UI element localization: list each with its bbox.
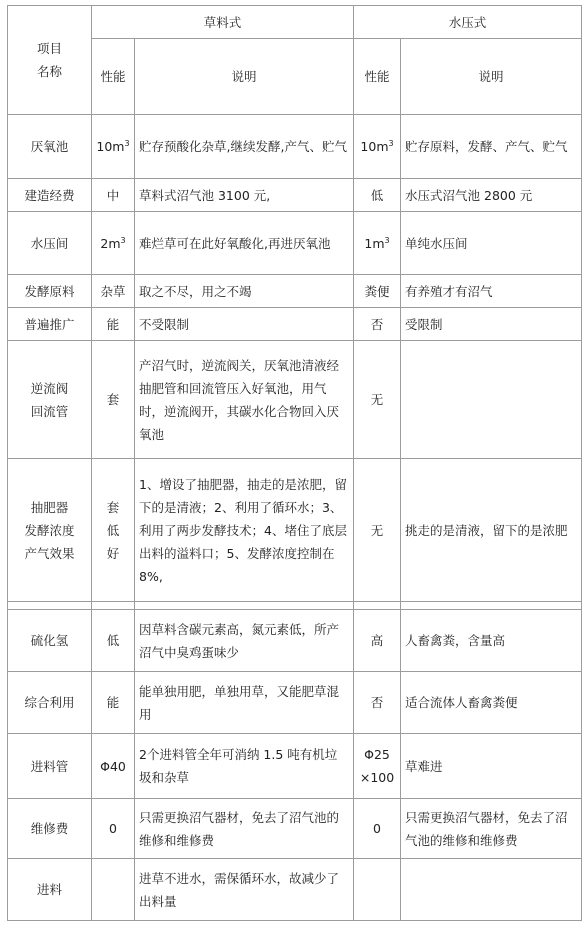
grass-performance: 能 bbox=[92, 308, 135, 341]
water-performance: 无 bbox=[354, 459, 401, 602]
header-row-1 bbox=[8, 6, 582, 39]
water-description: 人畜禽粪，含量高 bbox=[401, 610, 582, 672]
water-description: 有养殖才有沼气 bbox=[401, 275, 582, 308]
row-name: 硫化氢 bbox=[8, 610, 92, 672]
blank-cell bbox=[8, 602, 92, 610]
grass-description: 能单独用肥，单独用草，又能肥草混用 bbox=[135, 672, 354, 734]
water-performance bbox=[354, 859, 401, 921]
header-row-2 bbox=[8, 39, 582, 115]
water-description: 贮存原料，发酵、产气、贮气 bbox=[401, 115, 582, 179]
water-description bbox=[401, 341, 582, 459]
grass-description: 草料式沼气池 3100 元, bbox=[135, 179, 354, 212]
table-row bbox=[8, 799, 582, 859]
blank-row bbox=[8, 602, 582, 610]
grass-performance: Φ40 bbox=[92, 734, 135, 799]
header-water-description: 说明 bbox=[401, 39, 582, 115]
water-performance: 粪便 bbox=[354, 275, 401, 308]
header-grass-description: 说明 bbox=[135, 39, 354, 115]
grass-performance: 套 低 好 bbox=[92, 459, 135, 602]
water-performance: 低 bbox=[354, 179, 401, 212]
grass-performance: 杂草 bbox=[92, 275, 135, 308]
water-performance: 0 bbox=[354, 799, 401, 859]
grass-performance: $2m^3$ bbox=[92, 212, 135, 275]
water-description: 挑走的是清液，留下的是浓肥 bbox=[401, 459, 582, 602]
grass-performance: $10m^3$ bbox=[92, 115, 135, 179]
comparison-table bbox=[7, 5, 582, 921]
water-performance: 否 bbox=[354, 672, 401, 734]
table-row bbox=[8, 275, 582, 308]
row-name: 进料管 bbox=[8, 734, 92, 799]
water-performance: $1m^3$ bbox=[354, 212, 401, 275]
grass-performance bbox=[92, 859, 135, 921]
grass-performance: 低 bbox=[92, 610, 135, 672]
header-water-performance: 性能 bbox=[354, 39, 401, 115]
grass-description: 2个进料管全年可消纳 1.5 吨有机垃圾和杂草 bbox=[135, 734, 354, 799]
table-row bbox=[8, 212, 582, 275]
row-name: 维修费 bbox=[8, 799, 92, 859]
grass-description: 产沼气时，逆流阀关，厌氧池清液经抽肥管和回流管压入好氧池，用气时，逆流阀开，其碳水化合物回入厌氧池 bbox=[135, 341, 354, 459]
header-item-name: 项目 名称 bbox=[8, 6, 92, 115]
grass-description: 只需更换沼气器材，免去了沼气池的维修和维修费 bbox=[135, 799, 354, 859]
row-name: 逆流阀 回流管 bbox=[8, 341, 92, 459]
table-row bbox=[8, 610, 582, 672]
row-name: 厌氧池 bbox=[8, 115, 92, 179]
grass-description: 进草不进水，需保循环水，故减少了出料量 bbox=[135, 859, 354, 921]
grass-description: 难烂草可在此好氧酸化,再进厌氧池 bbox=[135, 212, 354, 275]
water-description: 只需更换沼气器材，免去了沼气池的维修和维修费 bbox=[401, 799, 582, 859]
blank-cell bbox=[135, 602, 354, 610]
row-name: 发酵原料 bbox=[8, 275, 92, 308]
water-description bbox=[401, 859, 582, 921]
water-description: 受限制 bbox=[401, 308, 582, 341]
table-row bbox=[8, 459, 582, 602]
grass-description: 贮存预酸化杂草,继续发酵,产气、贮气 bbox=[135, 115, 354, 179]
table-row bbox=[8, 179, 582, 212]
water-description: 适合流体人畜禽粪便 bbox=[401, 672, 582, 734]
table-row bbox=[8, 672, 582, 734]
row-name: 水压间 bbox=[8, 212, 92, 275]
water-performance: 无 bbox=[354, 341, 401, 459]
blank-cell bbox=[92, 602, 135, 610]
row-name: 抽肥器 发酵浓度 产气效果 bbox=[8, 459, 92, 602]
table-row bbox=[8, 308, 582, 341]
grass-performance: 套 bbox=[92, 341, 135, 459]
water-description: 单纯水压间 bbox=[401, 212, 582, 275]
water-description: 水压式沼气池 2800 元 bbox=[401, 179, 582, 212]
row-name: 进料 bbox=[8, 859, 92, 921]
water-performance: 否 bbox=[354, 308, 401, 341]
grass-description: 1、增设了抽肥器，抽走的是浓肥，留下的是清液；2、利用了循环水；3、利用了两步发酵技术；4、堵住了底层出料的溢料口；5、发酵浓度控制在 8%, bbox=[135, 459, 354, 602]
row-name: 建造经费 bbox=[8, 179, 92, 212]
header-grass-performance: 性能 bbox=[92, 39, 135, 115]
grass-description: 因草料含碳元素高，氮元素低，所产沼气中臭鸡蛋味少 bbox=[135, 610, 354, 672]
header-grass-type: 草料式 bbox=[92, 6, 354, 39]
table-row bbox=[8, 734, 582, 799]
grass-description: 取之不尽，用之不竭 bbox=[135, 275, 354, 308]
water-performance: 高 bbox=[354, 610, 401, 672]
water-performance: Φ25 ×100 bbox=[354, 734, 401, 799]
grass-performance: 0 bbox=[92, 799, 135, 859]
water-performance: $10m^3$ bbox=[354, 115, 401, 179]
table-row bbox=[8, 115, 582, 179]
blank-cell bbox=[354, 602, 401, 610]
row-name: 综合利用 bbox=[8, 672, 92, 734]
blank-cell bbox=[401, 602, 582, 610]
table-row bbox=[8, 341, 582, 459]
table-row bbox=[8, 859, 582, 921]
water-description: 草难进 bbox=[401, 734, 582, 799]
grass-description: 不受限制 bbox=[135, 308, 354, 341]
row-name: 普遍推广 bbox=[8, 308, 92, 341]
grass-performance: 中 bbox=[92, 179, 135, 212]
grass-performance: 能 bbox=[92, 672, 135, 734]
header-water-type: 水压式 bbox=[354, 6, 582, 39]
